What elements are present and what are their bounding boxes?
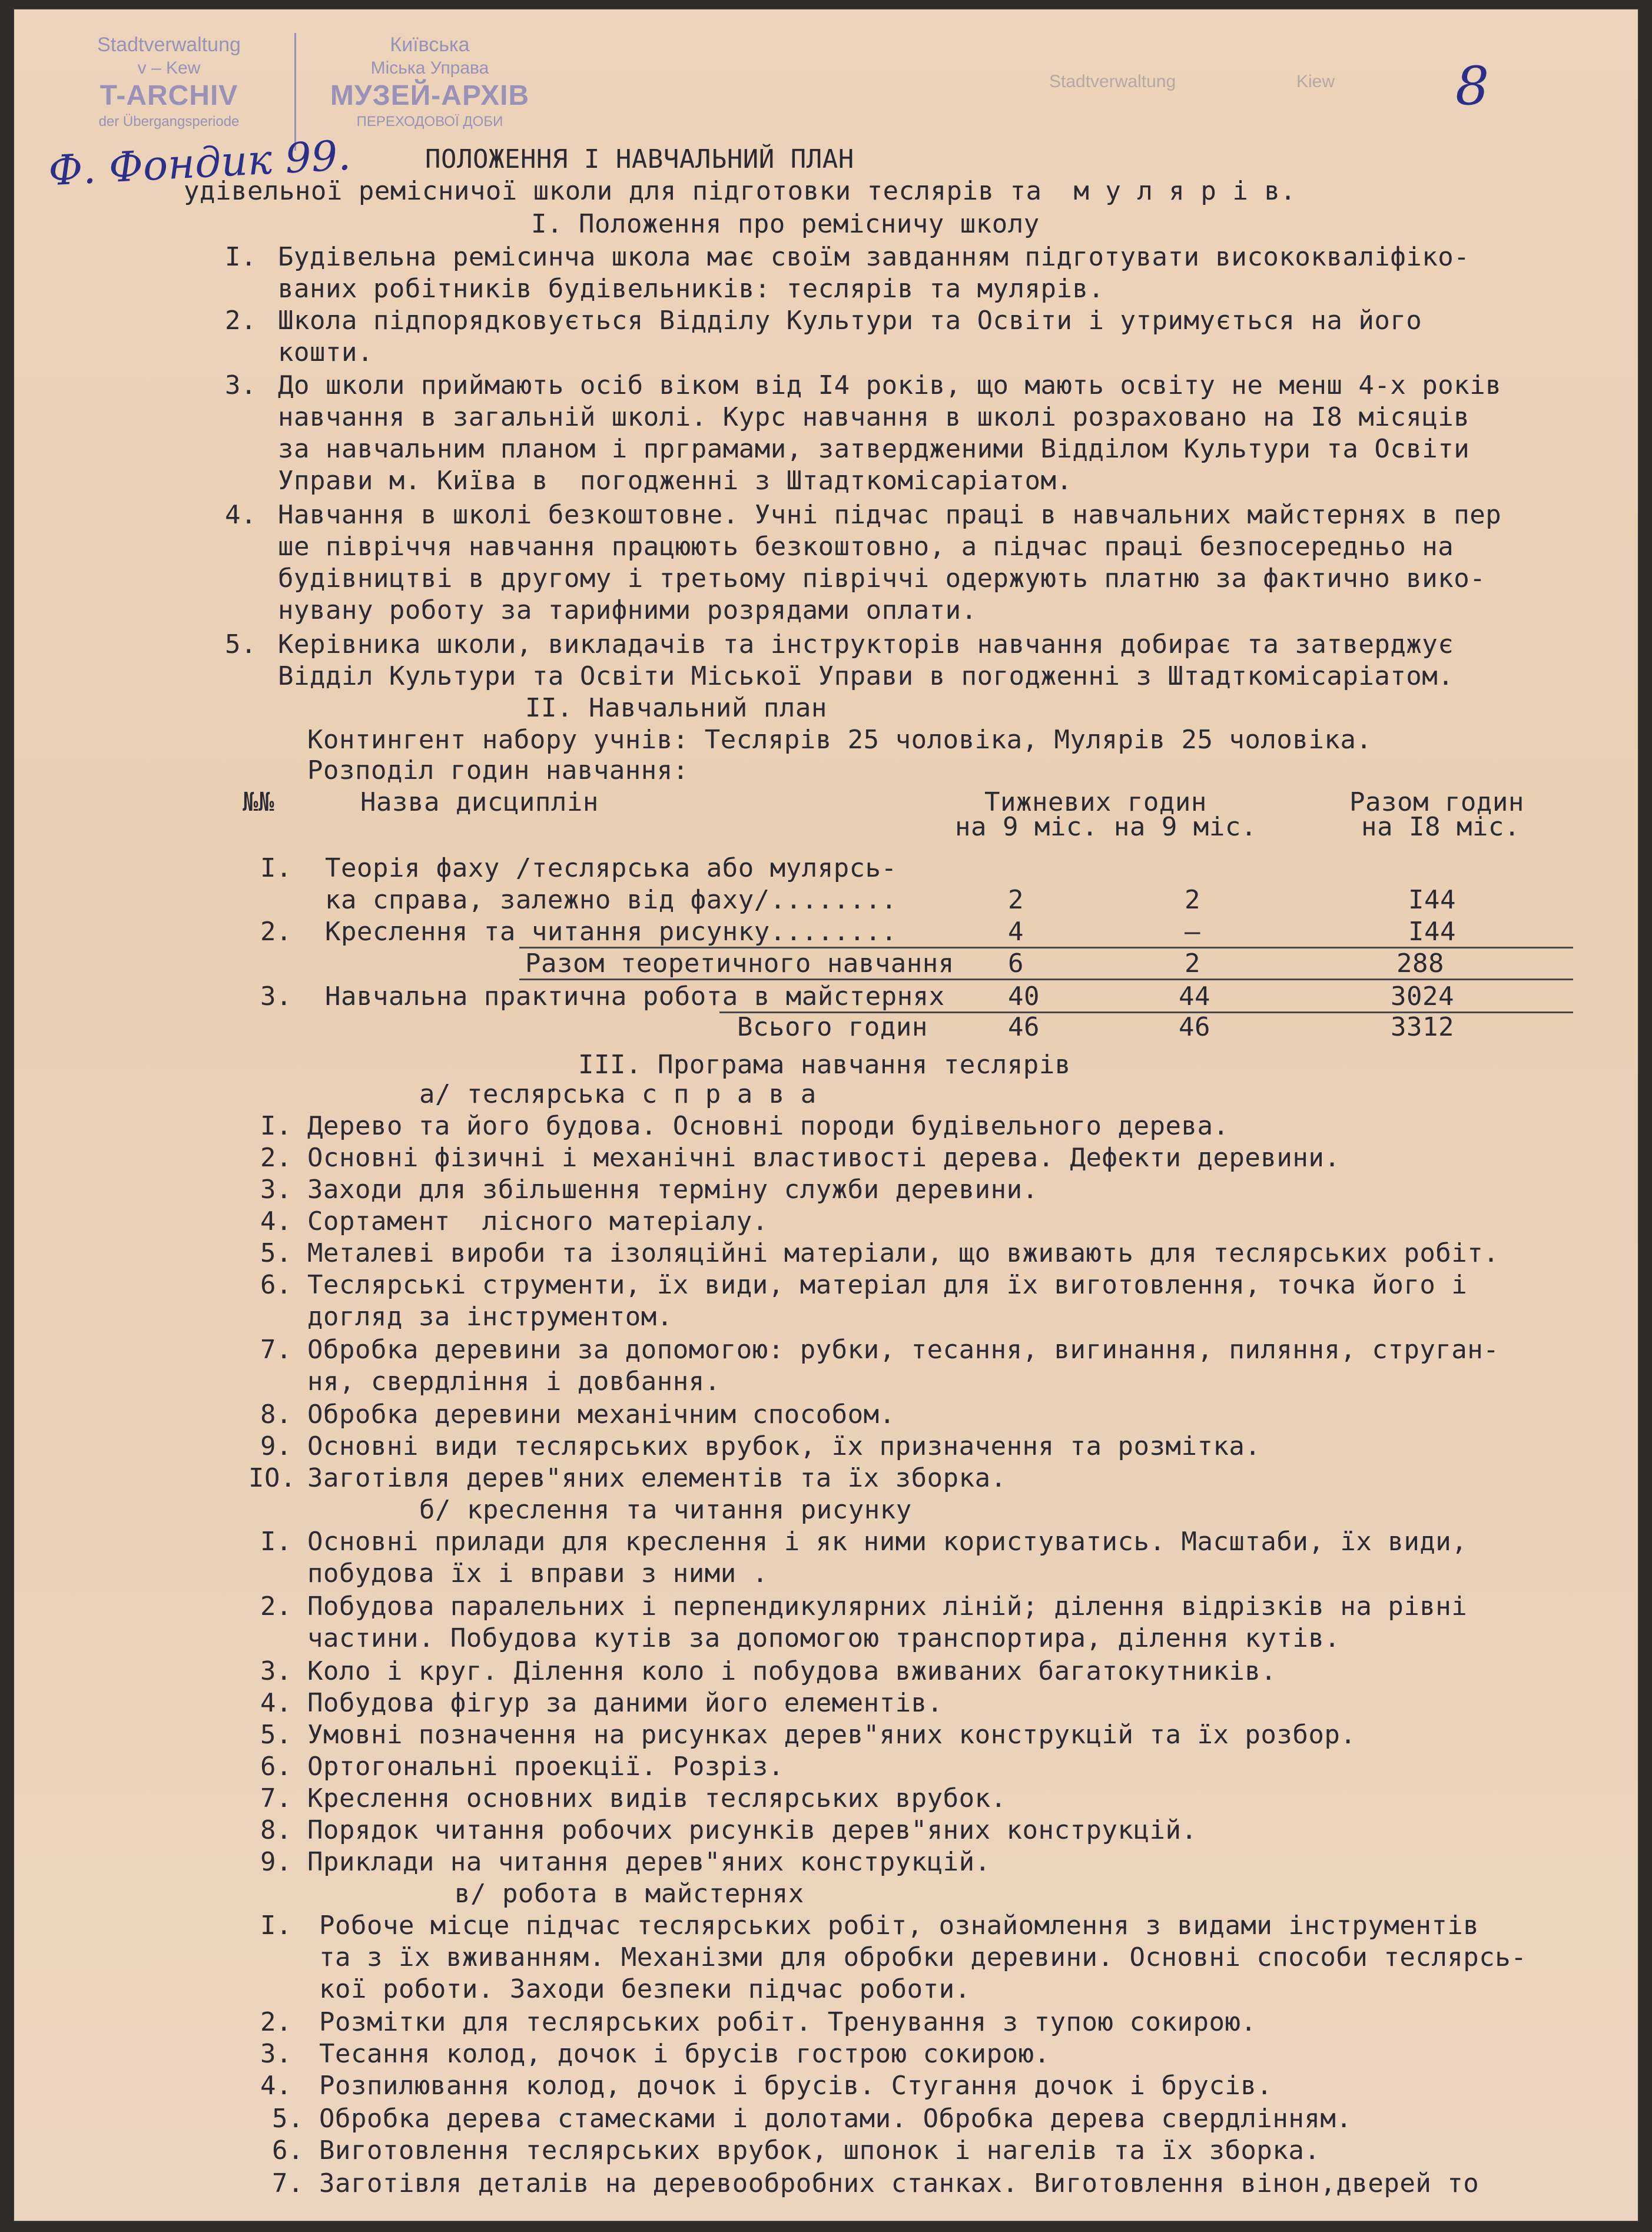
item-number: І. xyxy=(260,1111,292,1141)
table-total-label: Всього годин xyxy=(737,1012,928,1042)
item-number: 7. xyxy=(260,1335,292,1365)
table-row-total: 288 xyxy=(1396,948,1444,979)
item-number: 2. xyxy=(260,1591,292,1621)
item-number: 2. xyxy=(225,306,257,336)
stamp-line: МУЗЕЙ-АРХІВ xyxy=(330,80,530,111)
item-number: 4. xyxy=(225,500,257,530)
table-subtotal-label: Разом теоретичного навчання xyxy=(525,948,954,979)
table-rule xyxy=(519,979,1573,980)
table-header-weekly: Тижневих годин xyxy=(984,787,1207,817)
table-row-w1: 6 xyxy=(1008,948,1024,979)
item-line: Розпилювання колод, дочок і брусів. Стугання дочок і брусів. xyxy=(319,2071,1273,2101)
table-header-total-sub: на І8 міс. xyxy=(1361,812,1520,842)
item-line: Заготівля деталів на деревообробних станках. Виготовлення вінон,дверей то xyxy=(319,2168,1479,2198)
item-number: 7. xyxy=(272,2168,304,2198)
table-header-total: Разом годин xyxy=(1349,787,1524,817)
table-row-num: І. xyxy=(260,853,292,883)
stamp-line: Київська xyxy=(390,34,470,56)
table-row-w2: 2 xyxy=(1185,948,1200,979)
item-line: Коло і круг. Ділення коло і побудова вживаних багатокутників. xyxy=(307,1656,1277,1686)
item-line: Керівника школи, викладачів та інструкторів навчання добирає та затверджує xyxy=(278,629,1454,659)
item-line: Управи м. Київа в погодженні з Штадткомісаріатом. xyxy=(278,466,1073,496)
item-line: Дерево та його будова. Основні породи будівельного дерева. xyxy=(307,1111,1229,1141)
item-number: 6. xyxy=(260,1752,292,1782)
page-number-handwritten: 8 xyxy=(1455,55,1490,117)
item-line: Обробка деревини механічним способом. xyxy=(307,1399,895,1430)
item-line: Порядок читання робочих рисунків дерев"яних конструкцій. xyxy=(307,1815,1197,1845)
faint-header-right: Kiew xyxy=(1296,72,1335,91)
subsection-b-heading: б/ креслення та читання рисунку xyxy=(419,1495,912,1525)
item-number: 3. xyxy=(260,1175,292,1205)
item-number: 2. xyxy=(260,2007,292,2037)
contingent-text: Контингент набору учнів: Теслярів 25 чоловіка, Мулярів 25 чоловіка. xyxy=(307,725,1372,755)
item-number: 9. xyxy=(260,1431,292,1461)
table-row-num: 3. xyxy=(260,981,292,1011)
stamp-line: ПЕРЕХОДОВОЇ ДОБИ xyxy=(356,114,503,130)
item-line: догляд за інструментом. xyxy=(307,1302,673,1332)
document-subtitle: удівельної ремісничої школи для підготовки теслярів та м у л я р і в. xyxy=(184,176,1296,206)
item-number: 5. xyxy=(260,1720,292,1750)
item-line: Металеві вироби та ізоляційні матеріали, що вживають для теслярських робіт. xyxy=(307,1238,1500,1268)
item-number: 9. xyxy=(260,1847,292,1877)
item-line: Побудова фігур за даними його елементів. xyxy=(307,1688,943,1718)
item-line: та з їх вживанням. Механізми для обробки деревини. Основні способи теслярсь- xyxy=(319,1942,1527,1972)
item-number: 6. xyxy=(260,1270,292,1300)
table-row-total: І44 xyxy=(1408,917,1456,947)
table-row-w1: 46 xyxy=(1008,1012,1040,1042)
item-number: 2. xyxy=(260,1143,292,1173)
table-row-name: Теорія фаху /теслярська або мулярсь- xyxy=(325,853,897,883)
item-line: Основні види теслярських врубок, їх призначення та розмітка. xyxy=(307,1431,1261,1461)
item-line: Сортамент лісного матеріалу. xyxy=(307,1206,768,1236)
item-number: 4. xyxy=(260,1688,292,1718)
item-number: 6. xyxy=(272,2135,304,2165)
stamp-line: Stadtverwaltung xyxy=(97,34,241,56)
item-number: 3. xyxy=(260,2039,292,2069)
item-line: за навчальним планом і прграмами, затвердженими Відділом Культури та Освіти xyxy=(278,434,1470,464)
item-line: частини. Побудова кутів за допомогою транспортира, ділення кутів. xyxy=(307,1623,1341,1653)
stamp-divider xyxy=(294,33,296,151)
table-row-w2: 44 xyxy=(1179,981,1210,1011)
item-number: І. xyxy=(260,1911,292,1941)
item-line: Заготівля дерев"яних елементів та їх зборка. xyxy=(307,1463,1007,1493)
item-number: 3. xyxy=(225,370,257,400)
table-row-num: 2. xyxy=(260,917,292,947)
item-line: Умовні позначення на рисунках дерев"яних конструкцій та їх розбор. xyxy=(307,1720,1356,1750)
item-number: 4. xyxy=(260,2071,292,2101)
subsection-c-heading: в/ робота в майстернях xyxy=(455,1879,804,1909)
stamp-german-column xyxy=(48,33,290,132)
item-line: Заходи для збільшення терміну служби деревини. xyxy=(307,1175,1039,1205)
stamp-line: v – Kew xyxy=(137,58,201,78)
table-header-weekly-sub: на 9 міс. на 9 міс. xyxy=(955,812,1257,842)
item-number: 4. xyxy=(260,1206,292,1236)
table-row-total: 3024 xyxy=(1391,981,1454,1011)
section-3-heading: ІІІ. Програма навчання теслярів xyxy=(578,1050,1071,1080)
table-row-w2: 2 xyxy=(1185,885,1200,915)
section-1-heading: І. Положення про ремісничу школу xyxy=(531,209,1040,239)
item-number: ІО. xyxy=(248,1463,296,1493)
item-line: Відділ Культури та Освіти Міської Управи в погодженні з Штадткомісаріатом. xyxy=(278,661,1454,691)
document-page xyxy=(13,8,1639,2222)
item-number: І. xyxy=(260,1527,292,1557)
table-row-total: 3312 xyxy=(1391,1012,1454,1042)
table-row-w2: – xyxy=(1185,917,1200,947)
item-line: Розмітки для теслярських робіт. Тренування з тупою сокирою. xyxy=(319,2007,1257,2037)
item-line: ваних робітників будівельників: теслярів та мулярів. xyxy=(278,274,1104,304)
item-line: Обробка деревини за допомогою: рубки, тесання, вигинання, пиляння, струган- xyxy=(307,1335,1500,1365)
item-line: Побудова паралельних і перпендикулярних ліній; ділення відрізків на рівні xyxy=(307,1591,1468,1621)
stamp-line: Міська Управа xyxy=(370,58,489,78)
stamp-ukrainian-column xyxy=(300,33,559,132)
table-row-name: Креслення та читання рисунку........ xyxy=(325,917,897,947)
item-line: Основні прилади для креслення і як ними користуватись. Масштаби, їх види, xyxy=(307,1527,1468,1557)
item-number: 8. xyxy=(260,1815,292,1845)
table-header-name: Назва дисциплін xyxy=(360,787,599,817)
table-row-w1: 40 xyxy=(1008,981,1040,1011)
distribution-text: Розподіл годин навчання: xyxy=(307,755,689,785)
item-line: кошти. xyxy=(278,337,373,367)
item-number: 5. xyxy=(225,629,257,659)
item-line: Будівельна ремісинча школа має своїм завданням підготувати висококваліфіко- xyxy=(278,242,1470,272)
table-row-w1: 2 xyxy=(1008,885,1024,915)
item-number: 7. xyxy=(260,1783,292,1813)
fond-handwritten: Ф. Фондик 99. xyxy=(47,131,352,195)
item-line: Школа підпорядковується Відділу Культури та Освіти і утримується на його xyxy=(278,306,1422,336)
item-line: Теслярські струменти, їх види, матеріал для їх виготовлення, точка його і xyxy=(307,1270,1468,1300)
item-line: навчання в загальній школі. Курс навчання в школі розраховано на І8 місяців xyxy=(278,402,1470,432)
item-line: Тесання колод, дочок і брусів гострою сокирою. xyxy=(319,2039,1050,2069)
item-line: Приклади на читання дерев"яних конструкцій. xyxy=(307,1847,991,1877)
item-line: кої роботи. Заходи безпеки підчас роботи. xyxy=(319,1974,971,2004)
item-line: Виготовлення теслярських врубок, шпонок і нагелів та їх зборка. xyxy=(319,2135,1321,2165)
item-line: Навчання в школі безкоштовне. Учні підчас праці в навчальних майстернях в пер xyxy=(278,500,1502,530)
item-line: нувану роботу за тарифними розрядами оплати. xyxy=(278,595,977,625)
item-number: 3. xyxy=(260,1656,292,1686)
item-line: Обробка дерева стамесками і долотами. Обробка дерева свердлінням. xyxy=(319,2104,1352,2134)
item-line: Ортогональні проекції. Розріз. xyxy=(307,1752,784,1782)
item-number: 5. xyxy=(272,2104,304,2134)
subsection-a-heading: а/ теслярська с п р а в а xyxy=(419,1079,817,1109)
stamp-line: T-ARCHIV xyxy=(99,80,238,111)
item-line: побудова їх і вправи з ними . xyxy=(307,1558,768,1588)
table-row-w1: 4 xyxy=(1008,917,1024,947)
item-number: 5. xyxy=(260,1238,292,1268)
item-line: Основні фізичні і механічні властивості дерева. Дефекти деревини. xyxy=(307,1143,1341,1173)
table-row-total: І44 xyxy=(1408,885,1456,915)
table-header-num: №№ xyxy=(243,787,274,817)
faint-header-left: Stadtverwaltung xyxy=(1049,72,1176,91)
item-number: 8. xyxy=(260,1399,292,1430)
item-number: І. xyxy=(225,242,257,272)
item-line: ня, свердління і довбання. xyxy=(307,1367,721,1397)
section-2-heading: ІІ. Навчальний план xyxy=(525,693,827,723)
item-line: ше півріччя навчання працюють безкоштовно, а підчас праці безпосередньо на xyxy=(278,532,1454,562)
document-title: ПОЛОЖЕННЯ І НАВЧАЛЬНИЙ ПЛАН xyxy=(425,144,854,174)
table-row-w2: 46 xyxy=(1179,1012,1210,1042)
table-row-name: Навчальна практична робота в майстернях xyxy=(325,981,945,1011)
item-line: Робоче місце підчас теслярських робіт, ознайомлення з видами інструментів xyxy=(319,1911,1479,1941)
table-row-name: ка справа, залежно від фаху/........ xyxy=(325,885,897,915)
item-line: Креслення основних видів теслярських врубок. xyxy=(307,1783,1007,1813)
stamp-line: der Übergangsperiode xyxy=(98,114,240,130)
item-line: До школи приймають осіб віком від І4 років, що мають освіту не менш 4-х років xyxy=(278,370,1502,400)
item-line: будівництві в другому і третьому півріччі одержують платню за фактично вико- xyxy=(278,563,1486,593)
